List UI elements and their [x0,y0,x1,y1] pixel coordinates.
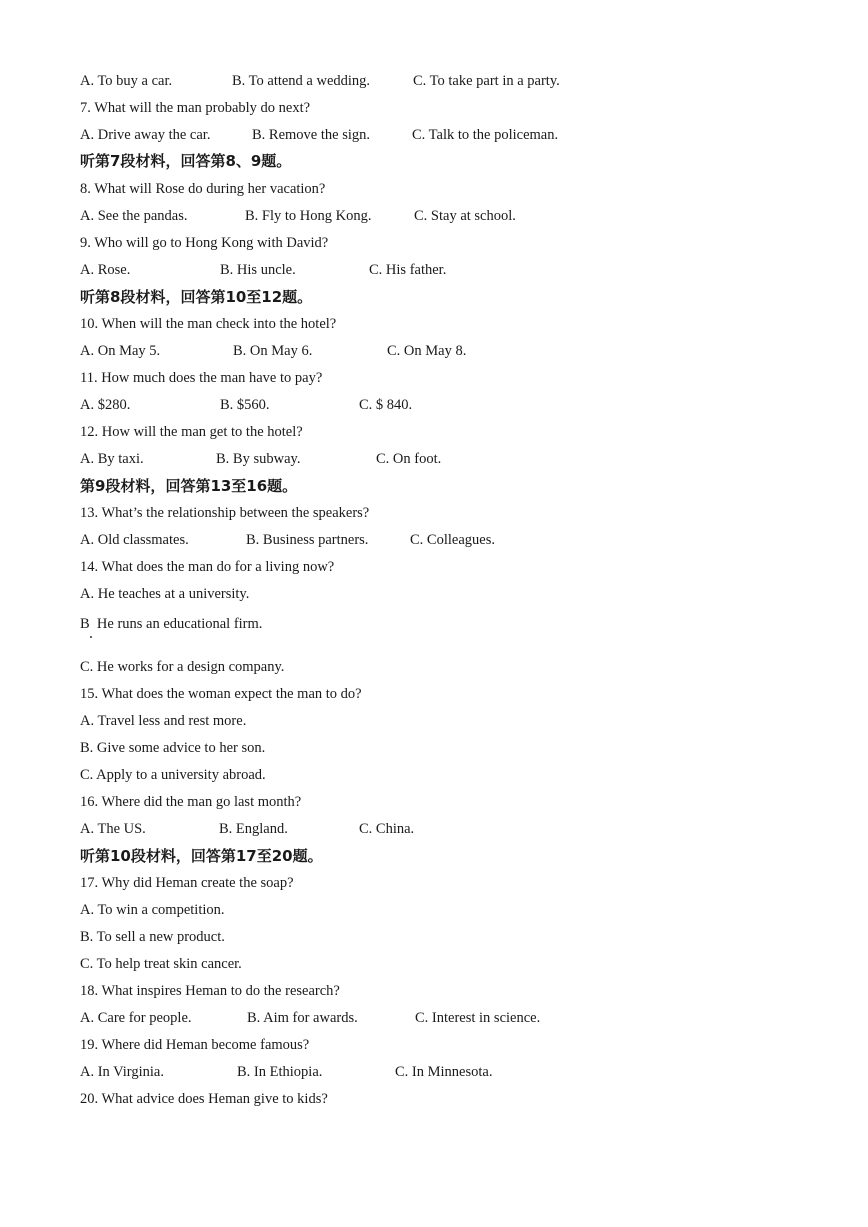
q8-option-a: A. See the pandas. [80,208,188,224]
q19-option-a: A. In Virginia. [80,1064,164,1080]
q13-option-c: C. Colleagues. [410,532,495,548]
q7-option-c: C. Talk to the policeman. [412,127,559,143]
q16-option-c: C. China. [359,821,415,837]
q15-question: 15. What does the woman expect the man to do? [80,686,362,702]
q14-option-b: B He runs an educational firm. [80,616,263,632]
section-7-heading: 听第7段材料，回答第8、9题。 [80,152,292,170]
q15-option-b: B. Give some advice to her son. [80,740,266,756]
section-9-heading: 第9段材料，回答第13至16题。 [80,477,298,495]
q6-option-a: A. To buy a car. [80,73,173,89]
q16-question: 16. Where did the man go last month? [80,794,302,810]
q18-question: 18. What inspires Heman to do the research? [80,983,340,999]
q13-question: 13. What’s the relationship between the speakers? [80,505,370,521]
q7-option-b: B. Remove the sign. [252,127,371,143]
q15-option-a: A. Travel less and rest more. [80,713,247,729]
q14-option-a: A. He teaches at a university. [80,586,250,602]
section-10-heading: 听第10段材料，回答第17至20题。 [80,847,323,865]
q8-question: 8. What will Rose do during her vacation? [80,181,326,197]
q14-question: 14. What does the man do for a living now? [80,559,335,575]
q7-question: 7. What will the man probably do next? [80,100,311,116]
q11-question: 11. How much does the man have to pay? [80,370,323,386]
q12-question: 12. How will the man get to the hotel? [80,424,303,440]
q7-option-a: A. Drive away the car. [80,127,211,143]
q10-option-c: C. On May 8. [387,343,467,359]
q11-option-c: C. $ 840. [359,397,413,413]
q18-option-c: C. Interest in science. [415,1010,541,1026]
q9-question: 9. Who will go to Hong Kong with David? [80,235,329,251]
stray-mark [90,636,92,638]
q17-option-c: C. To help treat skin cancer. [80,956,242,972]
q10-option-b: B. On May 6. [233,343,313,359]
q16-option-a: A. The US. [80,821,146,837]
q15-option-c: C. Apply to a university abroad. [80,767,266,783]
q12-option-b: B. By subway. [216,451,301,467]
q10-option-a: A. On May 5. [80,343,161,359]
q6-option-c: C. To take part in a party. [413,73,560,89]
q8-option-b: B. Fly to Hong Kong. [245,208,372,224]
q14-option-c: C. He works for a design company. [80,659,285,675]
q9-option-c: C. His father. [369,262,447,278]
q18-option-a: A. Care for people. [80,1010,192,1026]
q13-option-b: B. Business partners. [246,532,369,548]
q16-option-b: B. England. [219,821,288,837]
q10-question: 10. When will the man check into the hotel? [80,316,337,332]
q9-option-b: B. His uncle. [220,262,296,278]
q20-question: 20. What advice does Heman give to kids? [80,1091,328,1107]
q18-option-b: B. Aim for awards. [247,1010,358,1026]
q17-question: 17. Why did Heman create the soap? [80,875,294,891]
q6-option-b: B. To attend a wedding. [232,73,371,89]
q17-option-b: B. To sell a new product. [80,929,225,945]
q13-option-a: A. Old classmates. [80,532,189,548]
q19-option-b: B. In Ethiopia. [237,1064,323,1080]
q11-option-b: B. $560. [220,397,270,413]
q8-option-c: C. Stay at school. [414,208,516,224]
q19-option-c: C. In Minnesota. [395,1064,493,1080]
q11-option-a: A. $280. [80,397,131,413]
q12-option-c: C. On foot. [376,451,442,467]
section-8-heading: 听第8段材料，回答第10至12题。 [80,288,313,306]
q17-option-a: A. To win a competition. [80,902,225,918]
q12-option-a: A. By taxi. [80,451,144,467]
q19-question: 19. Where did Heman become famous? [80,1037,310,1053]
q9-option-a: A. Rose. [80,262,131,278]
